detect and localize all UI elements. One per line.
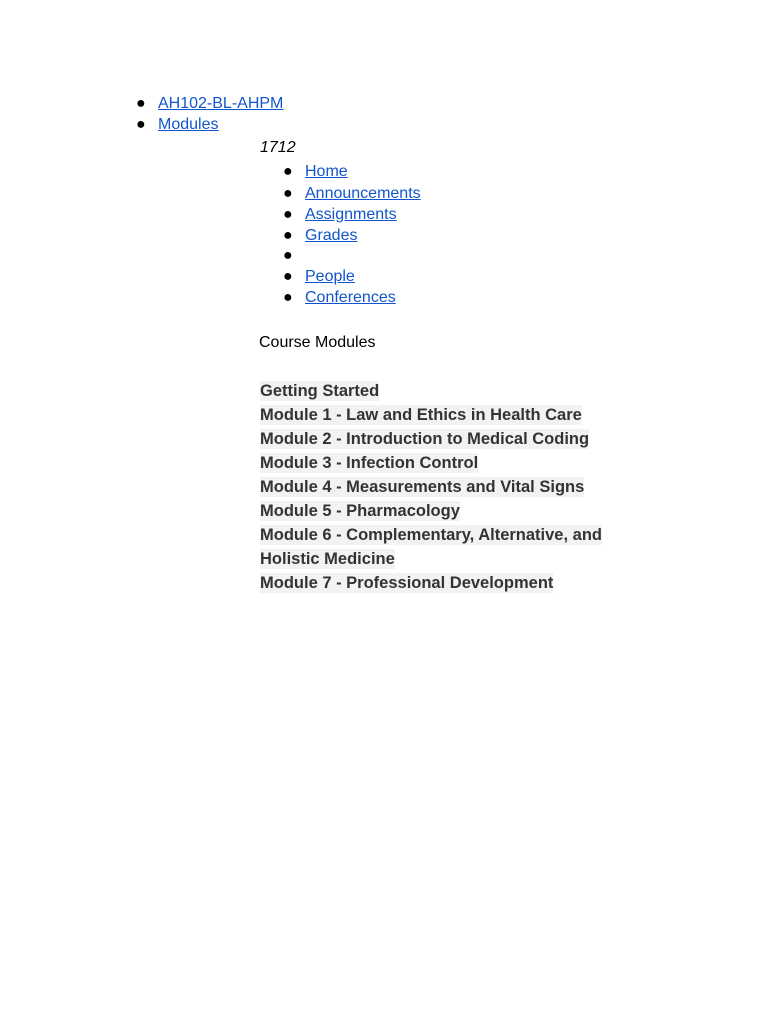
module-item[interactable] bbox=[260, 475, 640, 499]
nav-item-people[interactable] bbox=[283, 267, 355, 287]
breadcrumb-link-modules[interactable]: Modules bbox=[158, 116, 219, 133]
nav-item-announcements[interactable] bbox=[283, 184, 421, 204]
breadcrumb-link-course[interactable]: AH102-BL-AHPM bbox=[158, 95, 284, 112]
module-title[interactable]: Module 1 - Law and Ethics in Health Care bbox=[260, 406, 582, 424]
nav-link-grades[interactable]: Grades bbox=[305, 227, 358, 244]
page-title: Course Modules bbox=[259, 334, 376, 351]
nav-item-assignments[interactable] bbox=[283, 205, 397, 225]
nav-link-people[interactable]: People bbox=[305, 268, 355, 285]
bullet-icon: ● bbox=[283, 163, 293, 180]
nav-item-home[interactable] bbox=[283, 162, 348, 182]
breadcrumb-item-modules[interactable] bbox=[136, 115, 219, 135]
module-title[interactable]: Module 3 - Infection Control bbox=[260, 454, 479, 472]
module-item[interactable] bbox=[260, 403, 640, 427]
module-title[interactable]: Module 4 - Measurements and Vital Signs bbox=[260, 478, 585, 496]
bullet-icon: ● bbox=[283, 247, 293, 264]
module-item[interactable] bbox=[260, 427, 640, 451]
bullet-icon: ● bbox=[283, 227, 293, 244]
module-item[interactable] bbox=[260, 523, 640, 571]
nav-link-assignments[interactable]: Assignments bbox=[305, 206, 397, 223]
module-item[interactable] bbox=[260, 571, 640, 595]
module-item[interactable] bbox=[260, 379, 640, 403]
bullet-icon: ● bbox=[136, 95, 146, 112]
module-title[interactable]: Getting Started bbox=[260, 382, 380, 400]
breadcrumb-item-course[interactable] bbox=[136, 94, 284, 114]
nav-link-announcements[interactable]: Announcements bbox=[305, 185, 421, 202]
module-title[interactable]: Module 2 - Introduction to Medical Coding bbox=[260, 430, 590, 448]
module-list bbox=[260, 379, 640, 595]
module-item[interactable] bbox=[260, 499, 640, 523]
bullet-icon: ● bbox=[283, 289, 293, 306]
bullet-icon: ● bbox=[283, 268, 293, 285]
module-title[interactable]: Module 5 - Pharmacology bbox=[260, 502, 460, 520]
bullet-icon: ● bbox=[136, 116, 146, 133]
module-title[interactable]: Module 7 - Professional Development bbox=[260, 574, 554, 592]
bullet-icon: ● bbox=[283, 185, 293, 202]
nav-item-conferences[interactable] bbox=[283, 288, 396, 308]
module-title[interactable]: Module 6 - Complementary, Alternative, and Holistic Medicine bbox=[260, 526, 602, 568]
course-code: 1712 bbox=[260, 139, 296, 156]
nav-link-conferences[interactable]: Conferences bbox=[305, 289, 396, 306]
module-item[interactable] bbox=[260, 451, 640, 475]
nav-item-grades[interactable] bbox=[283, 226, 358, 246]
bullet-icon: ● bbox=[283, 206, 293, 223]
nav-link-home[interactable]: Home bbox=[305, 163, 348, 180]
